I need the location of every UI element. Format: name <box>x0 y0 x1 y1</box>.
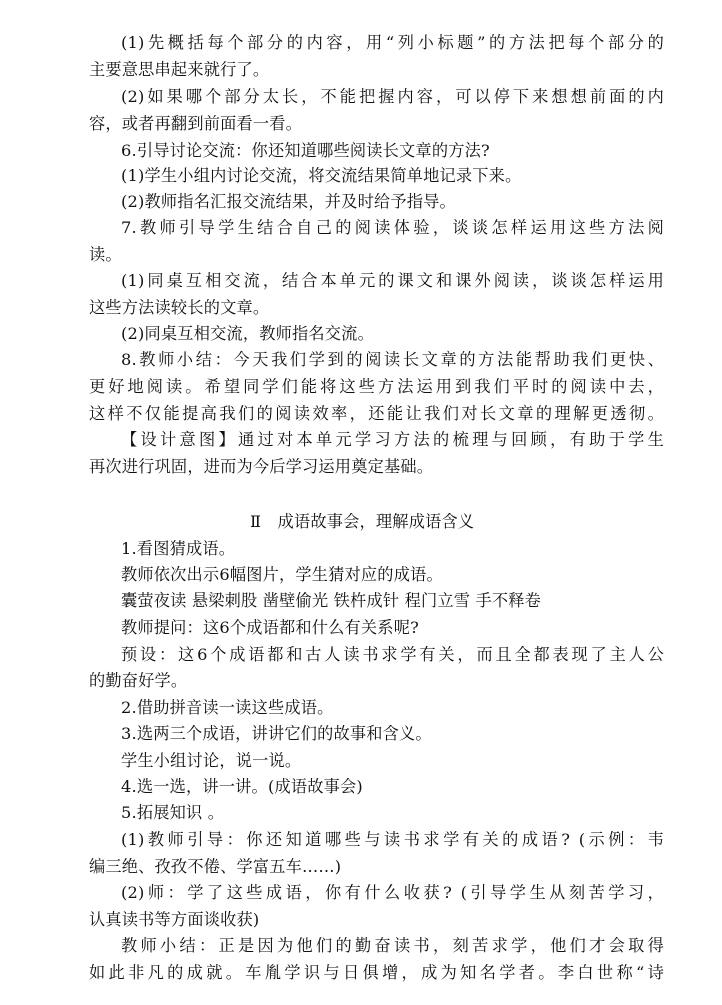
text-line: (1)教师引导：你还知道哪些与读书求学有关的成语? (示例：韦 <box>121 830 664 849</box>
text-line: (2)教师指名汇报交流结果，并及时给予指导。 <box>121 192 456 211</box>
text-line: 教师提问：这6个成语都和什么有关系呢? <box>121 618 419 637</box>
text-line: 教师小结：正是因为他们的勤奋读书，刻苦求学，他们才会取得 <box>121 936 664 955</box>
text-line: 认真读书等方面谈收获) <box>89 910 260 929</box>
section-heading: Ⅱ 成语故事会，理解成语含义 <box>250 512 475 531</box>
text-line: 3.选两三个成语，讲讲它们的故事和含义。 <box>121 724 432 743</box>
text-line: 这些方法读较长的文章。 <box>89 298 270 317</box>
text-line: 主要意思串起来就行了。 <box>89 60 270 79</box>
text-line: (2)如果哪个部分太长，不能把握内容，可以停下来想想前面的内 <box>121 87 664 106</box>
text-line: 4.选一选，讲一讲。(成语故事会) <box>121 777 363 796</box>
idiom-list: 囊萤夜读 悬梁刺股 凿壁偷光 铁杵成针 程门立雪 手不释卷 <box>121 591 542 610</box>
design-intent-line: 【设计意图】通过对本单元学习方法的梳理与回顾，有助于学生 <box>121 430 664 449</box>
text-line: 读。 <box>89 245 122 264</box>
text-line: 更好地阅读。希望同学们能将这些方法运用到我们平时的阅读中去， <box>89 377 664 396</box>
text-line: 8.教师小结：今天我们学到的阅读长文章的方法能帮助我们更快、 <box>121 350 664 369</box>
text-line: 5.拓展知识 。 <box>121 803 225 822</box>
text-line: 2.借助拼音读一读这些成语。 <box>121 698 334 717</box>
text-line: 1.看图猜成语。 <box>121 539 236 558</box>
text-line: 这样不仅能提高我们的阅读效率，还能让我们对长文章的理解更透彻。 <box>89 404 664 423</box>
text-line: 的勤奋好学。 <box>89 671 188 690</box>
text-line: 再次进行巩固，进而为今后学习运用奠定基础。 <box>89 457 434 476</box>
text-line: 预设：这6个成语都和古人读书求学有关，而且全都表现了主人公 <box>121 645 664 664</box>
text-line: 6.引导讨论交流：你还知道哪些阅读长文章的方法? <box>121 141 490 160</box>
text-line: 教师依次出示6幅图片，学生猜对应的成语。 <box>121 565 443 584</box>
text-line: (1)学生小组内讨论交流，将交流结果简单地记录下来。 <box>121 166 522 185</box>
text-line: 如此非凡的成就。车胤学识与日俱增，成为知名学者。李白世称“诗 <box>89 963 664 982</box>
text-line: 容，或者再翻到前面看一看。 <box>89 114 303 133</box>
text-line: 7.教师引导学生结合自己的阅读体验，谈谈怎样运用这些方法阅 <box>121 218 664 237</box>
text-line: (2)同桌互相交流，教师指名交流。 <box>121 324 374 343</box>
text-line: (1)先概括每个部分的内容，用“列小标题”的方法把每个部分的 <box>121 33 664 52</box>
text-line: (2)师：学了这些成语，你有什么收获? (引导学生从刻苦学习， <box>121 883 664 902</box>
text-line: (1)同桌互相交流，结合本单元的课文和课外阅读，谈谈怎样运用 <box>121 271 664 290</box>
text-line: 学生小组讨论，说一说。 <box>121 751 302 770</box>
text-line: 编三绝、孜孜不倦、学富五车……) <box>89 857 342 876</box>
